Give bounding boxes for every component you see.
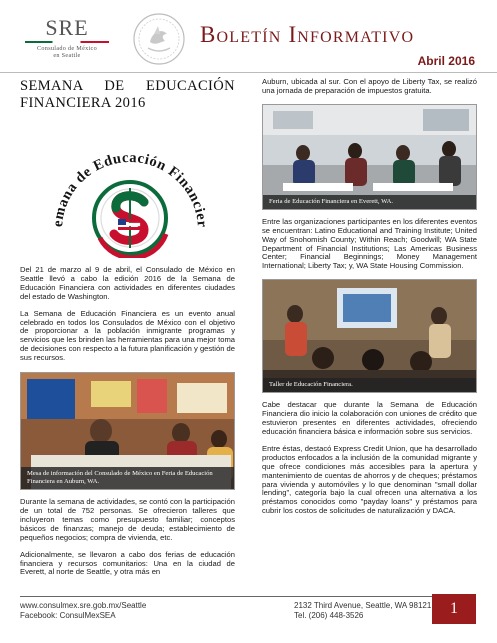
photo-financial-workshop	[262, 279, 477, 393]
flag-stripe	[25, 41, 109, 43]
logo-arc-text: emana de Educación Financier	[50, 149, 211, 229]
left-column	[20, 78, 235, 577]
paragraph-purpose: La Semana de Educación Financiera es un evento anual celebrado en todos los Consulados de México con el objetivo de proporcionar a la población inmigrante programas y servicios que les brinden las herramientas para una mejor toma de decisiones con respecto a la futura planificación y gestión de sus recursos.	[20, 308, 235, 363]
footer-website-link[interactable]: www.consulmex.sre.gob.mx/Seattle	[20, 601, 147, 610]
paragraph-express-credit-union: Entre éstas, destacó Express Credit Union, que ha desarrollado productos enfocados a la inclusión de la comunidad migrante y que ofrece condiciones más accesibles para la apertura y mantenimiento de cuentas de ahorros y de cheques; préstamos para vivienda y automóviles y lo que denominan "small dollar lending", categoría bajo la cual ofrecen una alternativa a los préstamos conocidos como "payday loans" y préstamos para cubrir los costos de solicitudes de naturalización y DACA.	[262, 443, 477, 516]
paragraph-intro: Del 21 de marzo al 9 de abril, el Consulado de México en Seattle llevó a cabo la edición 2016 de la Semana de Educación Financiera con actividades en diferentes ciudades del estado de Washington.	[20, 265, 235, 301]
photo-auburn-info-table	[20, 372, 235, 490]
paragraph-participation: Durante la semana de actividades, se contó con la participación de un total de 752 personas. Se ofrecieron talleres que incluyeron temas como presupuesto familiar; conceptos básicos de finanzas; manejo de deuda; establecimiento de pequeños negocios; compra de vivienda, etc.	[20, 497, 235, 542]
sre-logo-text: SRE	[45, 15, 89, 40]
footer-address: 2132 Third Avenue, Seattle, WA 98121	[294, 601, 432, 610]
issue-date: Abril 2016	[417, 54, 475, 68]
photo-caption-auburn: Mesa de información del Consulado de México en Feria de Educación Financiera en Auburn, WA.	[21, 467, 234, 489]
newsletter-title: Boletín Informativo	[200, 22, 415, 47]
photo-caption-workshop: Taller de Educación Financiera.	[263, 378, 476, 392]
article-title: SEMANA DE EDUCACIÓN FINANCIERA 2016	[20, 78, 235, 111]
sre-logo-subtitle-1: Consulado de México	[36, 45, 97, 52]
mexico-seal-icon	[132, 12, 186, 66]
footer-divider	[20, 596, 432, 597]
footer-contact-web	[20, 601, 146, 621]
right-column	[262, 78, 477, 516]
sre-logo-subtitle-2: en Seattle	[53, 52, 81, 59]
photo-caption-everett: Feria de Educación Financiera en Everett, WA.	[263, 195, 476, 209]
paragraph-organizations: Entre las organizaciones participantes en los diferentes eventos se encuentran: Latino Educational and Training Institute; United Way of Snohomish County; Within Reach; Goodwill; WA State Department of Financial Institutions; Las Americas Business Center; Financial Beginnings; Money Management International; Liberty Tax; y, WA State Housing Commission.	[262, 216, 477, 271]
sre-logo	[20, 15, 114, 59]
newsletter-header	[0, 0, 497, 72]
page-number-badge: 1	[432, 594, 476, 624]
paragraph-fairs: Adicionalmente, se llevaron a cabo dos ferias de educación financiera y recursos comunitarios: Una en la ciudad de Everett, al norte de Seattle, y otra más en	[20, 549, 235, 577]
paragraph-liberty-tax: Auburn, ubicada al sur. Con el apoyo de Liberty Tax, se realizó una jornada de preparación de impuestos gratuita.	[262, 77, 477, 95]
financial-education-logo	[20, 122, 235, 258]
financial-education-emblem-icon	[20, 122, 235, 258]
photo-workshop-image	[263, 280, 477, 393]
footer-contact-address	[294, 601, 431, 621]
photo-everett-fair	[262, 104, 477, 210]
header-divider	[0, 72, 497, 73]
footer-facebook[interactable]: Facebook: ConsulMexSEA	[20, 611, 116, 620]
paragraph-credit-unions: Cabe destacar que durante la Semana de Educación Financiera dio inicio la colaboración con uniones de crédito que estuvieron presentes en diferentes actividades, ofreciendo educación financiera básica e información sobre sus servicios.	[262, 400, 477, 436]
footer-phone: Tel. (206) 448-3526	[294, 611, 364, 620]
